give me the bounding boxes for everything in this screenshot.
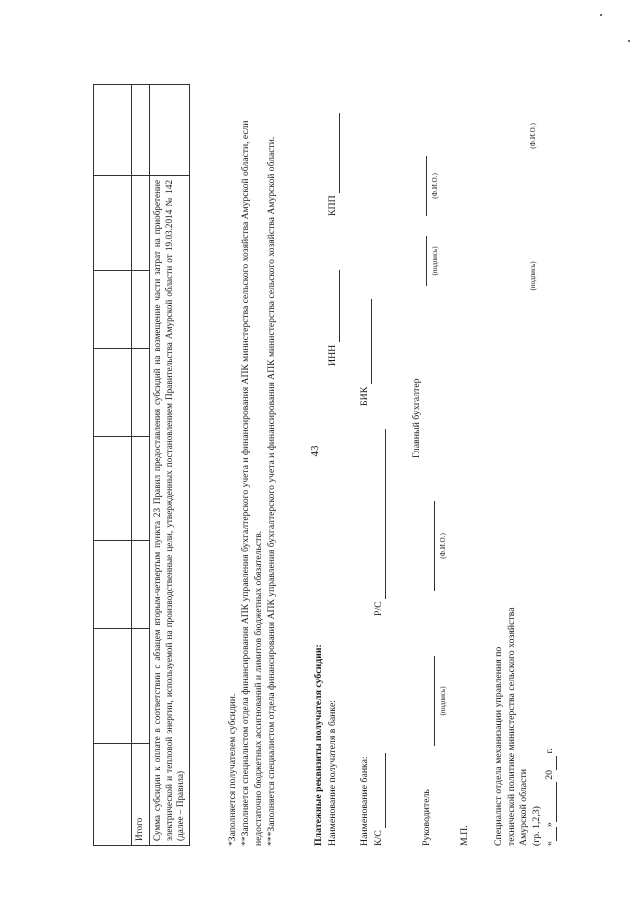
head-name-caption: (Ф.И.О.) bbox=[439, 533, 447, 559]
table-row-total bbox=[132, 85, 150, 846]
table-row-subsidy-sum bbox=[150, 85, 190, 846]
footnote-1: *Заполняется получателем субсидии. bbox=[227, 693, 238, 846]
kpp-field: КПП bbox=[327, 113, 340, 216]
specialist-line-1: Специалист отдела механизации управления по bbox=[493, 646, 504, 846]
accountant-signature-caption: (подпись) bbox=[431, 246, 439, 276]
head-name-line bbox=[423, 501, 435, 591]
bik-field: БИК bbox=[359, 299, 372, 406]
chief-accountant-label: Главный бухгалтер bbox=[411, 378, 422, 458]
rs-field: Р/С bbox=[373, 429, 386, 616]
head-signature-caption: (подпись) bbox=[439, 686, 447, 716]
head-label: Руководитель bbox=[421, 789, 432, 846]
inn-field: ИНН bbox=[327, 270, 340, 366]
bik-line bbox=[360, 299, 372, 384]
specialist-block bbox=[493, 607, 557, 846]
accountant-name-line bbox=[415, 156, 427, 216]
inn-line bbox=[328, 270, 340, 342]
footnotes bbox=[227, 84, 280, 846]
scan-speck bbox=[628, 40, 630, 42]
specialist-signature-caption: (подпись) bbox=[529, 261, 537, 291]
subsidy-table bbox=[93, 84, 190, 846]
specialist-line-3: Амурской области bbox=[518, 768, 530, 846]
date-line: «» 20 г. bbox=[543, 748, 555, 846]
accountant-name-caption: (Ф.И.О.) bbox=[431, 173, 439, 199]
page-number: 43 bbox=[309, 445, 321, 457]
footnote-3: ***Заполняется специалистом отдела финансирования АПК управления бухгалтерского учета и финансирования АПК министерства сельского хозяйства Амурской области. bbox=[266, 136, 278, 846]
stamp-label: М.П. bbox=[459, 825, 470, 846]
total-label: Итого bbox=[132, 744, 150, 846]
footnote-2: **Заполняется специалистом отдела финансирования АПК управления бухгалтерского учета и финансирования АПК министерства сельского хозяйства Амурской области, если недостаточно бюджетных ассигнований и лимитов бюджетных обязательств. bbox=[240, 120, 264, 846]
head-signature-line bbox=[423, 656, 435, 746]
specialist-line-2: технической политике министерства сельского хозяйства bbox=[505, 607, 517, 846]
specialist-line-4: (гр. 1,2,3) bbox=[531, 806, 543, 846]
specialist-name-caption: (Ф.И.О.) bbox=[529, 123, 537, 149]
scan-speck bbox=[600, 14, 602, 16]
bank-name-label: Наименование банка: bbox=[359, 756, 370, 846]
requisites-heading: Платежные реквизиты получателя субсидии: bbox=[313, 644, 324, 846]
rs-line bbox=[374, 429, 386, 599]
accountant-signature-line bbox=[415, 236, 427, 286]
subsidy-sum-text: Сумма субсидии к оплате в соответствии с абзацем вторым-четвертым пункта 23 Правил предоставления субсидий на возмещение части затрат на приобретение электрической и тепловой энергии, используемой на производственные цели, утвержденных постановлением Правительства Амурской области от 19.03.2014 № 142 (далее – Правила) bbox=[150, 175, 190, 845]
kpp-line bbox=[328, 113, 340, 193]
bank-recipient-label: Наименование получателя в банке: bbox=[327, 699, 338, 846]
table-row bbox=[94, 85, 132, 846]
ks-line bbox=[374, 753, 386, 828]
ks-field: К/С bbox=[373, 753, 386, 846]
rotated-sheet bbox=[93, 46, 640, 846]
